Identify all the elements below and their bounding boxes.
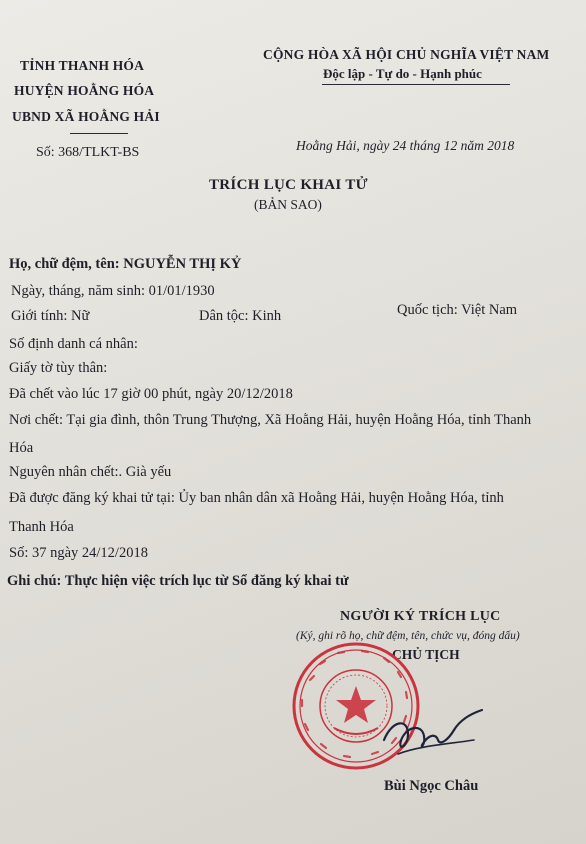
registered-at-line-1: Đã được đăng ký khai tử tại: Ủy ban nhân dân xã Hoằng Hải, huyện Hoằng Hóa, tỉnh	[9, 490, 504, 506]
left-header-rule	[70, 133, 128, 134]
district-name: HUYỆN HOẰNG HÓA	[14, 83, 155, 98]
name-label: Họ, chữ đệm, tên:	[9, 256, 120, 272]
handwritten-signature-icon	[378, 700, 488, 770]
place-date: Hoằng Hải, ngày 24 tháng 12 năm 2018	[296, 138, 515, 153]
cause-of-death: Nguyên nhân chết:. Già yếu	[9, 464, 172, 480]
gender: Giới tính: Nữ	[11, 308, 90, 324]
name-value: NGUYỄN THỊ KỶ	[123, 256, 242, 272]
registration-number: Số: 37 ngày 24/12/2018	[9, 545, 148, 561]
signer-instruction: (Ký, ghi rõ họ, chữ đệm, tên, chức vụ, đóng dấu)	[296, 630, 520, 642]
province-name: TỈNH THANH HÓA	[20, 58, 145, 73]
note: Ghi chú: Thực hiện việc trích lục từ Sổ đăng ký khai tử	[7, 573, 349, 589]
motto-underline	[322, 84, 510, 85]
document-title: TRÍCH LỤC KHAI TỬ	[209, 177, 368, 193]
death-place-line-2: Hóa	[9, 440, 34, 456]
date-of-birth: Ngày, tháng, năm sinh: 01/01/1930	[11, 283, 215, 299]
death-place-line-1: Nơi chết: Tại gia đình, thôn Trung Thượng, Xã Hoằng Hải, huyện Hoằng Hóa, tỉnh Thanh	[9, 412, 532, 428]
death-time: Đã chết vào lúc 17 giờ 00 phút, ngày 20/12/2018	[9, 386, 293, 402]
name-field	[9, 256, 241, 273]
signer-heading: NGƯỜI KÝ TRÍCH LỤC	[340, 609, 501, 624]
registered-at-line-2: Thanh Hóa	[9, 519, 74, 535]
nationality: Quốc tịch: Việt Nam	[397, 302, 518, 318]
signer-name: Bùi Ngọc Châu	[384, 778, 479, 794]
personal-id-number: Số định danh cá nhân:	[9, 336, 138, 352]
nation-name: CỘNG HÒA XÃ HỘI CHỦ NGHĨA VIỆT NAM	[263, 47, 550, 62]
signer-position: CHỦ TỊCH	[392, 647, 460, 662]
commune-name: UBND XÃ HOẰNG HẢI	[12, 109, 160, 124]
national-motto: Độc lập - Tự do - Hạnh phúc	[323, 66, 482, 81]
ethnicity: Dân tộc: Kinh	[199, 308, 282, 324]
document-number: Số: 368/TLKT-BS	[36, 145, 140, 160]
identity-papers: Giấy tờ tùy thân:	[9, 360, 108, 376]
document-subtitle: (BẢN SAO)	[254, 197, 322, 212]
